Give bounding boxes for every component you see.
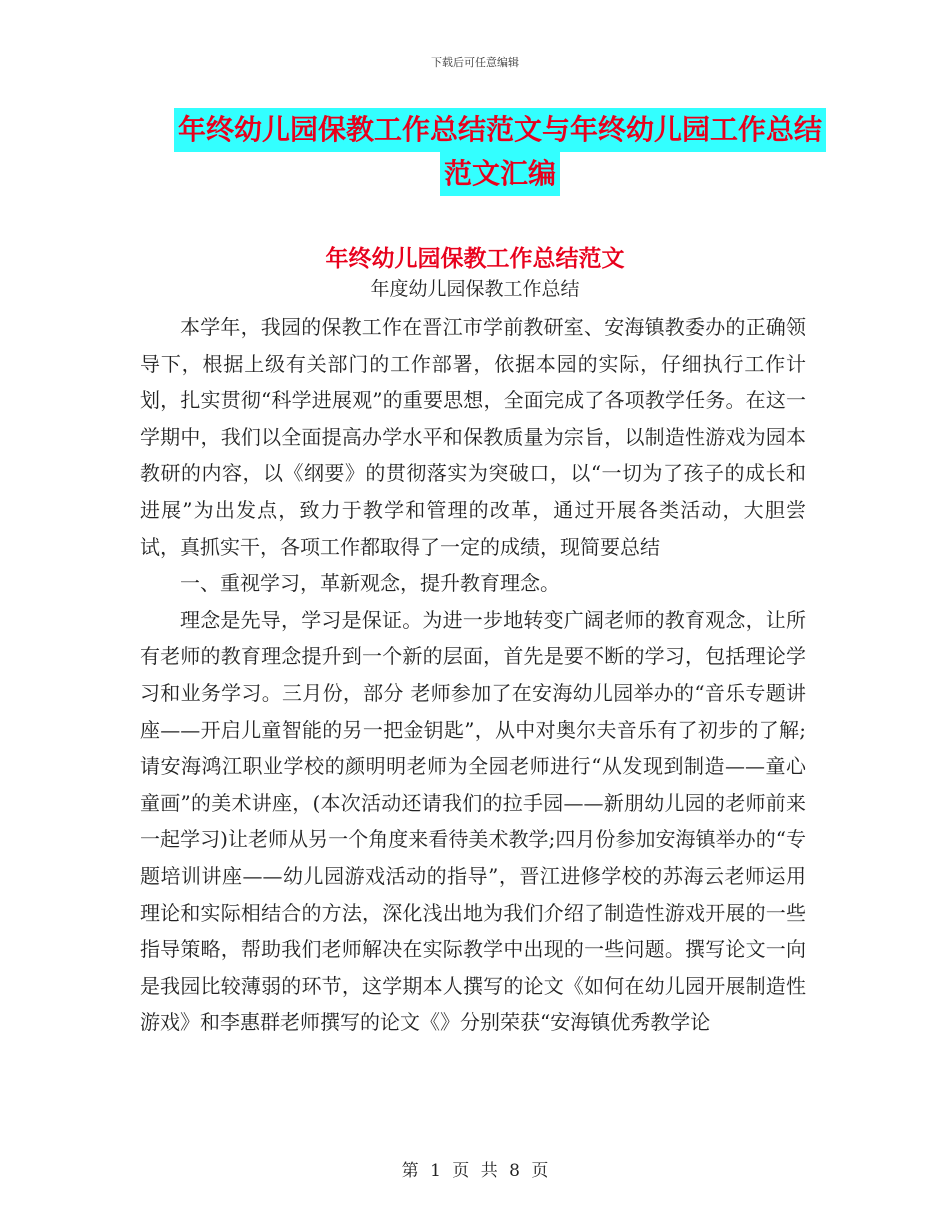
paragraph: 本学年，我园的保教工作在晋江市学前教研室、安海镇教委办的正确领导下，根据上级有关部门的工作部署，依据本园的实际，仔细执行工作计划，扎实贯彻“科学进展观”的重要思想，全面完成了各项教学任务。在这一学期中，我们以全面提高办学水平和保教质量为宗旨，以制造性游戏为园本教研的内容，以《纲要》的贯彻落实为突破口，以“一切为了孩子的成长和进展”为出发点，致力于教学和管理的改革，通过开展各类活动，大胆尝试，真抓实干，各项工作都取得了一定的成绩，现简要总结: [140, 315, 806, 559]
paragraph: 一、重视学习，革新观念，提升教育理念。: [180, 571, 560, 596]
document-title-line-2: 范文汇编: [440, 152, 560, 196]
section-heading: 年终幼儿园保教工作总结范文: [325, 245, 625, 272]
document-title-line-1: 年终幼儿园保教工作总结范文与年终幼儿园工作总结: [174, 108, 826, 152]
document-body: [140, 309, 806, 1041]
page-number-footer: 第 1 页 共 8 页: [401, 1161, 549, 1181]
paragraph: 理念是先导，学习是保证。为进一步地转变广阔老师的教育观念，让所有老师的教育理念提升到一个新的层面，首先是要不断的学习，包括理论学习和业务学习。三月份，部分 老师参加了在安海幼儿园举办的“音乐专题讲座——开启儿童智能的另一把金钥匙”，从中对奥尔夫音乐有了初步的了解;请安海鸿江职业学校的颜明明老师为全园老师进行“从发现到制造——童心童画”的美术讲座，(本次活动还请我们的拉手园——新朋幼儿园的老师前来一起学习)让老师从另一个角度来看待美术教学;四月份参加安海镇举办的“专题培训讲座——幼儿园游戏活动的指导”，晋江进修学校的苏海云老师运用理论和实际相结合的方法，深化浅出地为我们介绍了制造性游戏开展的一些指导策略，帮助我们老师解决在实际教学中出现的一些问题。撰写论文一向是我园比较薄弱的环节，这学期本人撰写的论文《如何在幼儿园开展制造性游戏》和李惠群老师撰写的论文《》分别荣获“安海镇优秀教学论: [140, 607, 806, 1035]
section-subheading: 年度幼儿园保教工作总结: [370, 278, 580, 300]
page-header-note: 下载后可任意编辑: [431, 56, 519, 69]
document-title: [140, 108, 860, 196]
